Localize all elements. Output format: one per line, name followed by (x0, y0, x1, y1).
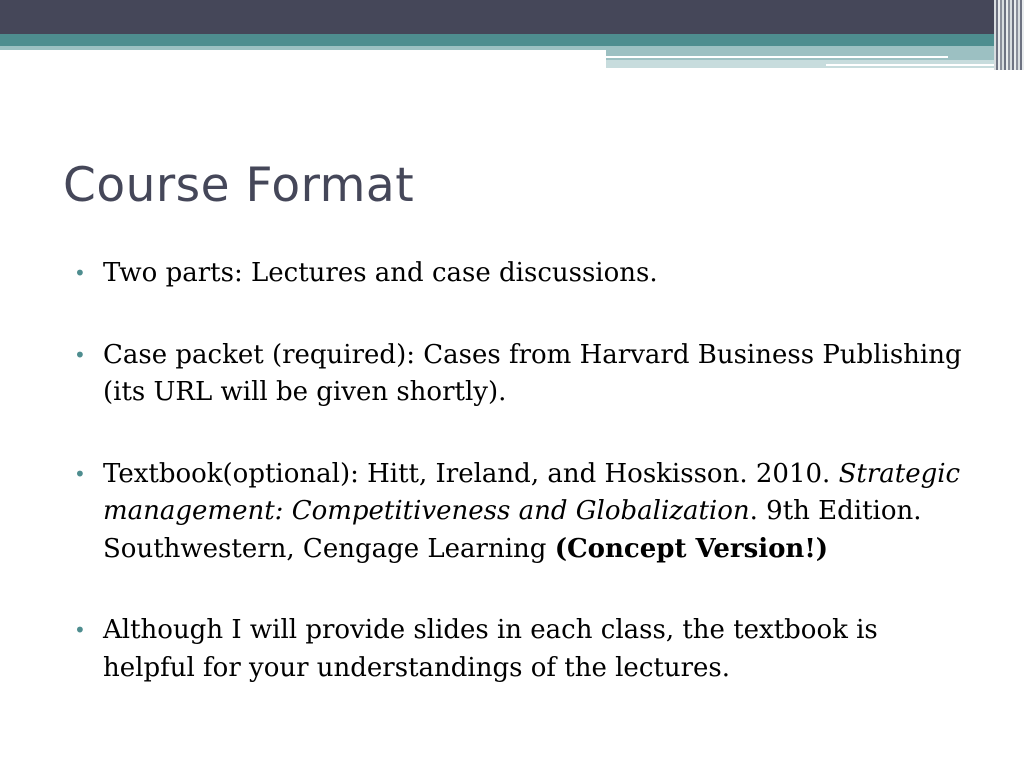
bullet-list (72, 255, 972, 731)
header-accent-line (606, 56, 948, 58)
bullet-text: Two parts: Lectures and case discussions. (103, 258, 658, 288)
slide-title: Course Format (63, 158, 415, 213)
bullet-item (72, 456, 972, 569)
bullet-item (72, 255, 972, 293)
header-stripes (994, 0, 1024, 70)
textbook-version-note: (Concept Version!) (554, 533, 829, 564)
bullet-item (72, 612, 972, 687)
bullet-marker: • (74, 461, 86, 486)
header-band-dark (0, 0, 1024, 34)
bullet-marker: • (74, 342, 86, 367)
bullet-item (72, 337, 972, 412)
header-accent-band (606, 50, 1024, 60)
bullet-text: Case packet (required): Cases from Harvard Business Publishing (its URL will be given shortly). (103, 339, 962, 407)
textbook-citation-prefix: Textbook(optional): Hitt, Ireland, and Hoskisson. 2010. (103, 458, 831, 489)
bullet-text: Although I will provide slides in each class, the textbook is helpful for your understandings of the lectures. (103, 615, 878, 683)
bullet-marker: • (74, 261, 86, 285)
bullet-marker: • (74, 618, 86, 642)
textbook-citation-suffix: . 9th Edition. Southwestern, Cengage Learning (103, 496, 922, 564)
textbook-title: Strategic management: Competitiveness and Globalization (103, 458, 961, 526)
header-band-teal (0, 34, 1024, 46)
